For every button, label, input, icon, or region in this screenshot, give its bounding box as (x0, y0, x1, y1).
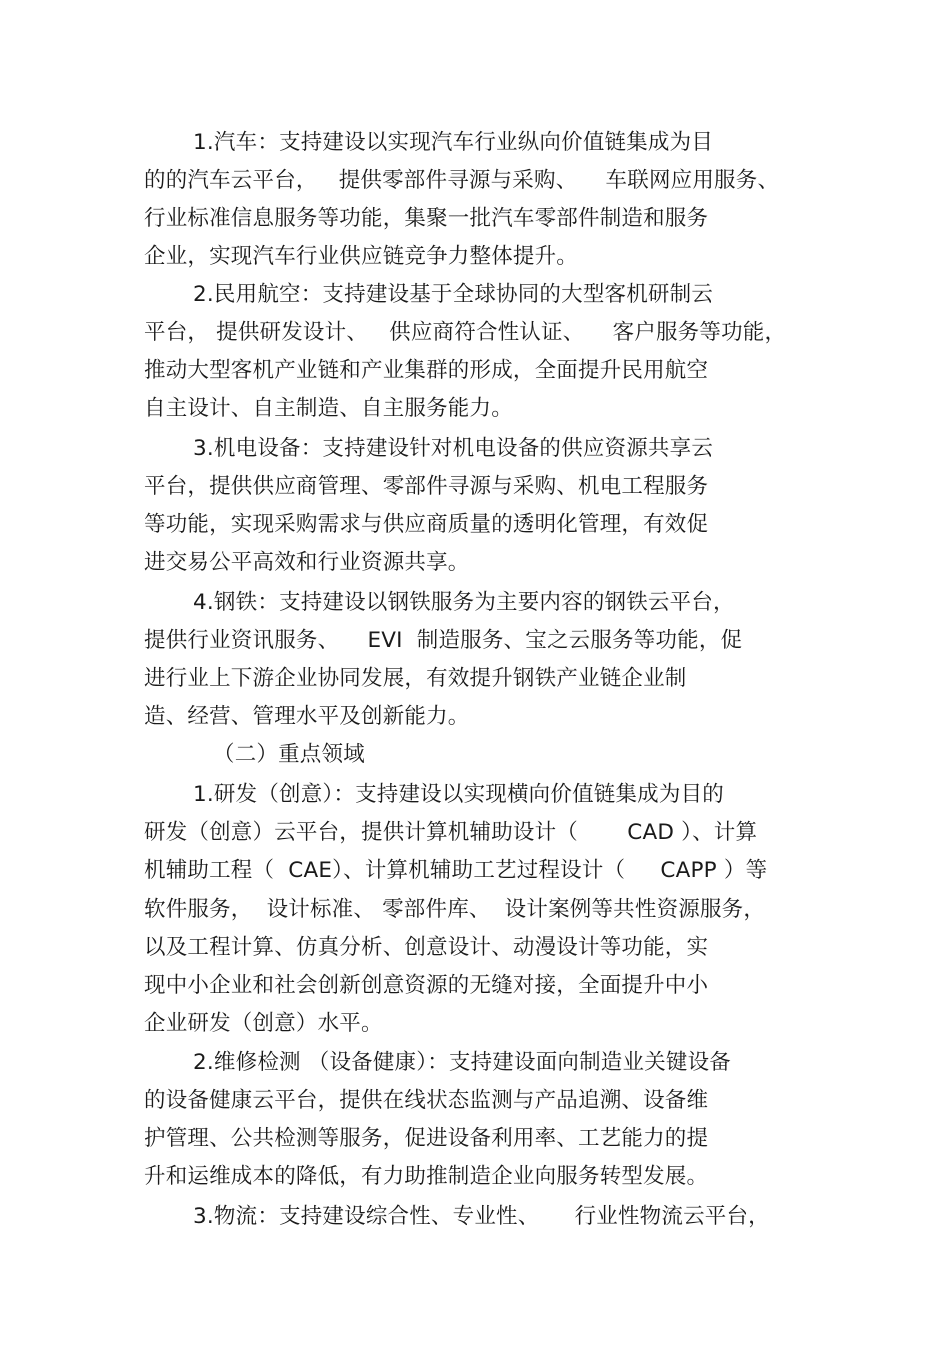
paragraph-line: 研发（创意）云平台，提供计算机辅助设计（ CAD ）、计算 (144, 820, 758, 845)
paragraph-line: 2.民用航空：支持建设基于全球协同的大型客机研制云 (193, 282, 714, 307)
paragraph-line: 企业研发（创意）水平。 (144, 1011, 383, 1036)
paragraph-line: 以及工程计算、仿真分析、创意设计、动漫设计等功能，实 (144, 935, 709, 960)
paragraph-line: 软件服务， 设计标准、 零部件库、 设计案例等共性资源服务， (144, 897, 766, 922)
paragraph-line: 4.钢铁：支持建设以钢铁服务为主要内容的钢铁云平台， (193, 590, 735, 615)
paragraph-line: 行业标准信息服务等功能，集聚一批汽车零部件制造和服务 (144, 206, 709, 231)
paragraph-line: 造、经营、管理水平及创新能力。 (144, 704, 470, 729)
paragraph-line: 3.机电设备：支持建设针对机电设备的供应资源共享云 (193, 436, 714, 461)
paragraph-line: 平台， 提供研发设计、 供应商符合性认证、 客户服务等功能， (144, 320, 787, 345)
paragraph-line: 护管理、公共检测等服务，促进设备利用率、工艺能力的提 (144, 1126, 709, 1151)
paragraph-line: 平台，提供供应商管理、零部件寻源与采购、机电工程服务 (144, 474, 709, 499)
paragraph-line: 等功能，实现采购需求与供应商质量的透明化管理，有效促 (144, 512, 709, 537)
paragraph-line: 推动大型客机产业链和产业集群的形成，全面提升民用航空 (144, 358, 709, 383)
paragraph-line: 进交易公平高效和行业资源共享。 (144, 550, 470, 575)
paragraph-line: 机辅助工程（ CAE）、计算机辅助工艺过程设计（ CAPP ）等 (144, 858, 768, 883)
paragraph-line: 自主设计、自主制造、自主服务能力。 (144, 396, 513, 421)
paragraph-line: 提供行业资讯服务、 EVI 制造服务、宝之云服务等功能，促 (144, 628, 743, 653)
paragraph-line: 1.汽车：支持建设以实现汽车行业纵向价值链集成为目 (193, 130, 714, 155)
paragraph-line: 现中小企业和社会创新创意资源的无缝对接，全面提升中小 (144, 973, 709, 998)
paragraph-line: 3.物流：支持建设综合性、专业性、 行业性物流云平台， (193, 1204, 770, 1229)
paragraph-line: 升和运维成本的降低，有力助推制造企业向服务转型发展。 (144, 1164, 709, 1189)
paragraph-line: 的设备健康云平台，提供在线状态监测与产品追溯、设备维 (144, 1088, 709, 1113)
paragraph-line: 的的汽车云平台， 提供零部件寻源与采购、 车联网应用服务、 (144, 168, 780, 193)
paragraph-line: 企业，实现汽车行业供应链竞争力整体提升。 (144, 244, 579, 269)
section-heading: （二）重点领域 (213, 742, 365, 767)
paragraph-line: 1.研发（创意）：支持建设以实现横向价值链集成为目的 (193, 782, 724, 807)
paragraph-line: 2.维修检测 （设备健康）：支持建设面向制造业关键设备 (193, 1050, 731, 1075)
paragraph-line: 进行业上下游企业协同发展，有效提升钢铁产业链企业制 (144, 666, 687, 691)
